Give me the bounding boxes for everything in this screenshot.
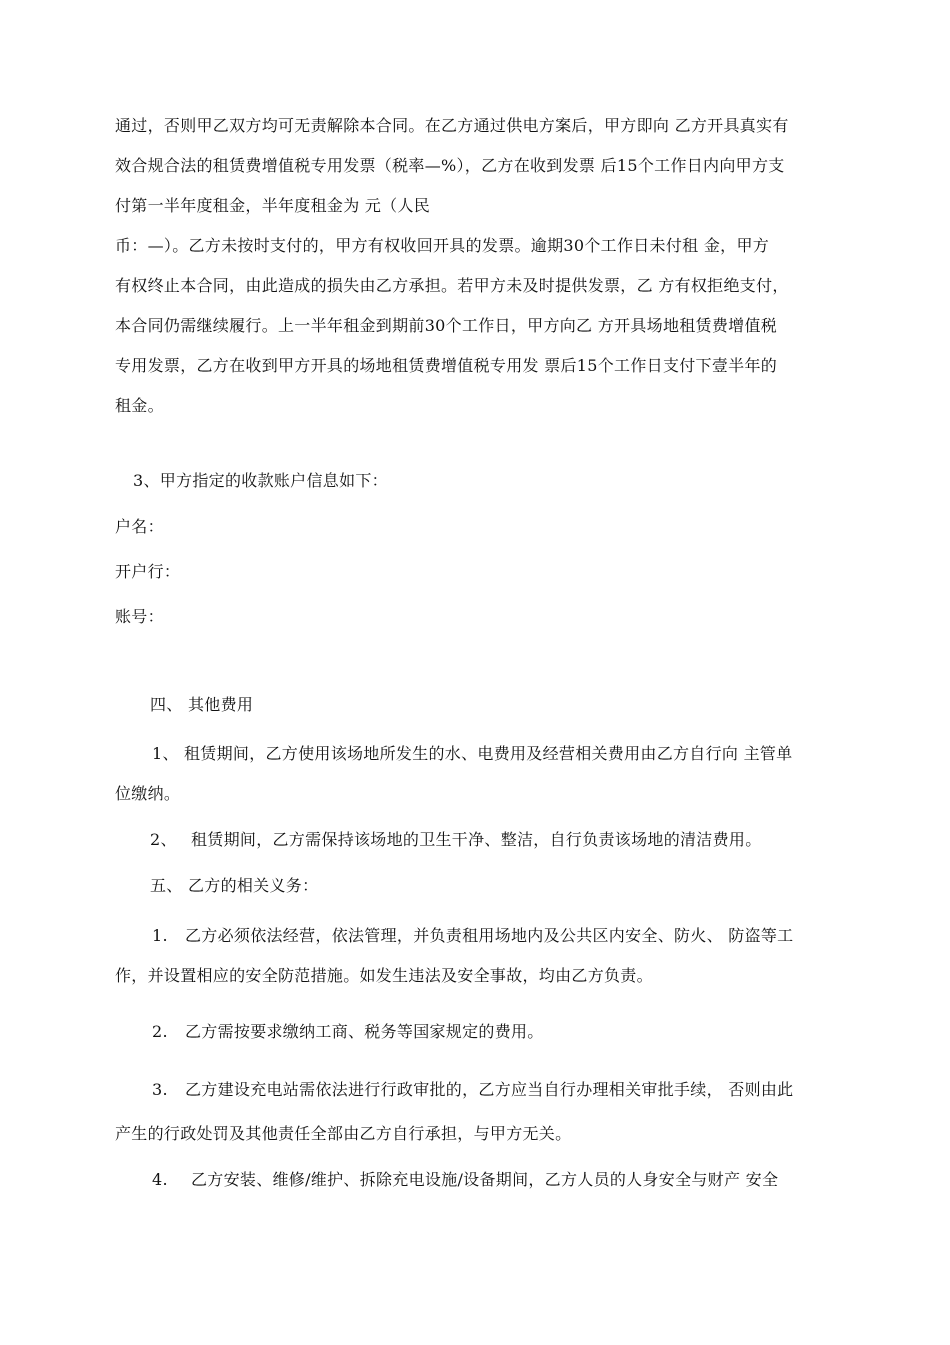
bank-name-label: 开户行：	[115, 562, 181, 581]
section-five-item2-number: 2.	[152, 1022, 168, 1041]
section-four-heading: 四、 其他费用	[150, 695, 254, 714]
section-five-item3-line-1: 乙方建设充电站需依法进行行政审批的，乙方应当自行办理相关审批手续， 否则由此	[185, 1080, 794, 1099]
account-info-heading: 3、甲方指定的收款账户信息如下：	[133, 471, 388, 490]
section-five-item1-number: 1.	[152, 926, 168, 945]
section-four-item1-number: 1、	[152, 744, 179, 763]
account-name-label: 户名：	[115, 517, 164, 536]
rent-paragraph-line-5: 有权终止本合同，由此造成的损失由乙方承担。若甲方未及时提供发票，乙 方有权拒绝支付，	[115, 276, 789, 295]
section-five-item3-line-2: 产生的行政处罚及其他责任全部由乙方自行承担，与甲方无关。	[115, 1124, 572, 1143]
section-five-heading: 五、 乙方的相关义务：	[150, 876, 319, 895]
rent-paragraph-line-7: 专用发票，乙方在收到甲方开具的场地租赁费增值税专用发 票后15个工作日支付下壹半年的	[115, 356, 778, 375]
rent-paragraph-line-1: 通过，否则甲乙双方均可无责解除本合同。在乙方通过供电方案后，甲方即向 乙方开具真实有	[115, 116, 789, 135]
rent-paragraph-line-3: 付第一半年度租金，半年度租金为 元（人民	[115, 196, 431, 215]
account-number-label: 账号：	[115, 607, 164, 626]
section-five-item3-number: 3.	[152, 1080, 168, 1099]
rent-paragraph-line-2: 效合规合法的租赁费增值税专用发票（税率—%），乙方在收到发票 后15个工作日内向甲方支	[115, 156, 785, 175]
section-five-item1-line-2: 作，并设置相应的安全防范措施。如发生违法及安全事故，均由乙方负责。	[115, 966, 653, 985]
section-four-item2-text: 租赁期间，乙方需保持该场地的卫生干净、整洁，自行负责该场地的清洁费用。	[191, 830, 762, 849]
section-four-item1-line-1: 租赁期间，乙方使用该场地所发生的水、电费用及经营相关费用由乙方自行向 主管单	[184, 744, 793, 763]
section-five-item1-line-1: 乙方必须依法经营，依法管理，并负责租用场地内及公共区内安全、防火、 防盗等工	[185, 926, 794, 945]
section-five-item2-text: 乙方需按要求缴纳工商、税务等国家规定的费用。	[185, 1022, 544, 1041]
section-five-item4-number: 4.	[152, 1170, 168, 1189]
section-four-item2-number: 2、	[150, 830, 177, 849]
section-four-item1-line-2: 位缴纳。	[115, 784, 181, 803]
rent-paragraph-line-4: 币：—）。乙方未按时支付的，甲方有权收回开具的发票。逾期30个工作日未付租 金，甲方	[115, 236, 770, 255]
rent-paragraph-line-6: 本合同仍需继续履行。上一半年租金到期前30个工作日，甲方向乙 方开具场地租赁费增值税	[115, 316, 778, 335]
section-five-item4-text: 乙方安装、维修/维护、拆除充电设施/设备期间，乙方人员的人身安全与财产 安全	[191, 1170, 779, 1189]
rent-paragraph-line-8: 租金。	[115, 396, 164, 415]
